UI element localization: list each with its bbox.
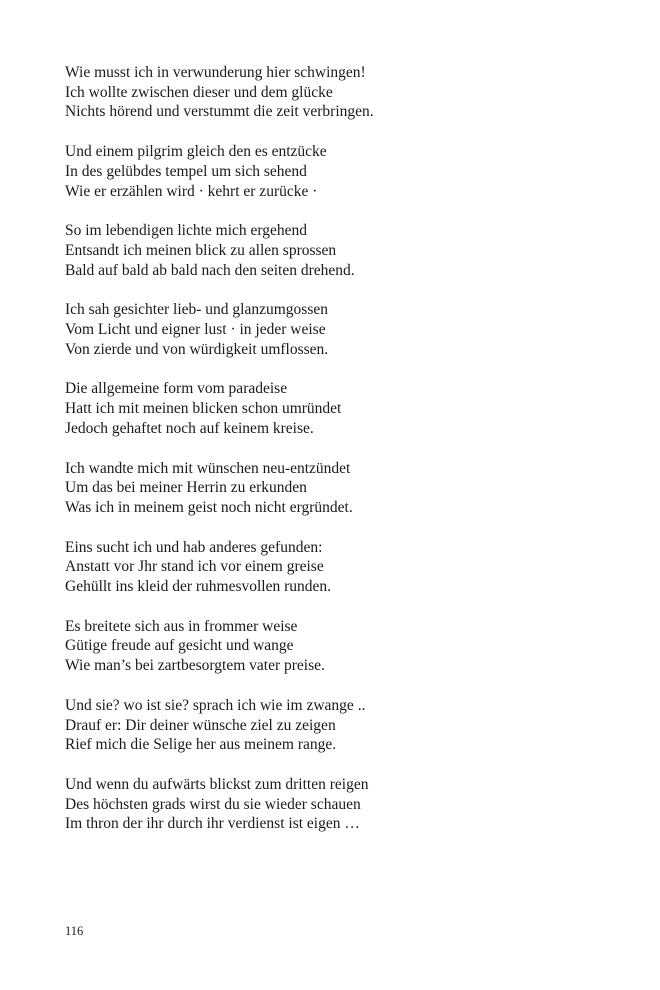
verse-line: Nichts hörend und verstummt die zeit verbringen. — [65, 103, 374, 121]
verse-line: Ich wandte mich mit wünschen neu-entzündet — [65, 459, 351, 477]
stanza-7 — [65, 538, 625, 597]
verse-line: Die allgemeine form vom paradeise — [65, 380, 288, 398]
stanza-5 — [65, 379, 625, 438]
verse-line: Und einem pilgrim gleich den es entzücke — [65, 143, 327, 161]
verse-line: Um das bei meiner Herrin zu erkunden — [65, 479, 307, 497]
verse-line: Und wenn du aufwärts blickst zum dritten reigen — [65, 775, 369, 793]
stanza-1 — [65, 63, 625, 122]
verse-line: In des gelübdes tempel um sich sehend — [65, 162, 307, 180]
verse-line: Rief mich die Selige her aus meinem range. — [65, 736, 337, 754]
stanza-2 — [65, 142, 625, 201]
verse-line: So im lebendigen lichte mich ergehend — [65, 222, 308, 240]
verse-line: Und sie? wo ist sie? sprach ich wie im zwange .. — [65, 696, 366, 714]
stanza-9 — [65, 696, 625, 755]
stanza-10 — [65, 775, 625, 834]
verse-line: Wie er erzählen wird · kehrt er zurücke · — [65, 182, 318, 200]
verse-line: Wie man’s bei zartbesorgtem vater preise. — [65, 657, 325, 675]
verse-line: Des höchsten grads wirst du sie wieder schauen — [65, 795, 361, 813]
stanza-3 — [65, 221, 625, 280]
verse-line: Bald auf bald ab bald nach den seiten drehend. — [65, 261, 355, 279]
verse-line: Was ich in meinem geist noch nicht ergründet. — [65, 498, 353, 516]
verse-line: Entsandt ich meinen blick zu allen sprossen — [65, 241, 337, 259]
verse-line: Wie musst ich in verwunderung hier schwingen! — [65, 64, 366, 81]
poem-text — [65, 63, 625, 854]
verse-line: Eins sucht ich und hab anderes gefunden: — [65, 538, 323, 556]
verse-line: Gehüllt ins kleid der ruhmesvollen runden. — [65, 578, 332, 596]
verse-line: Drauf er: Dir deiner wünsche ziel zu zeigen — [65, 716, 336, 734]
verse-line: Anstatt vor Jhr stand ich vor einem greise — [65, 558, 324, 576]
verse-line: Von zierde und von würdigkeit umflossen. — [65, 340, 329, 358]
verse-line: Vom Licht und eigner lust · in jeder weise — [65, 321, 326, 339]
stanza-8 — [65, 617, 625, 676]
verse-line: Ich sah gesichter lieb- und glanzumgossen — [65, 301, 328, 319]
verse-line: Im thron der ihr durch ihr verdienst ist eigen … — [65, 815, 360, 833]
verse-line: Gütige freude auf gesicht und wange — [65, 637, 294, 655]
page-number: 116 — [65, 924, 84, 938]
verse-line: Hatt ich mit meinen blicken schon umründet — [65, 400, 342, 418]
verse-line: Es breitete sich aus in frommer weise — [65, 617, 298, 635]
verse-line: Ich wollte zwischen dieser und dem glücke — [65, 83, 333, 101]
stanza-6 — [65, 459, 625, 518]
verse-line: Jedoch gehaftet noch auf keinem kreise. — [65, 419, 314, 437]
stanza-4 — [65, 300, 625, 359]
